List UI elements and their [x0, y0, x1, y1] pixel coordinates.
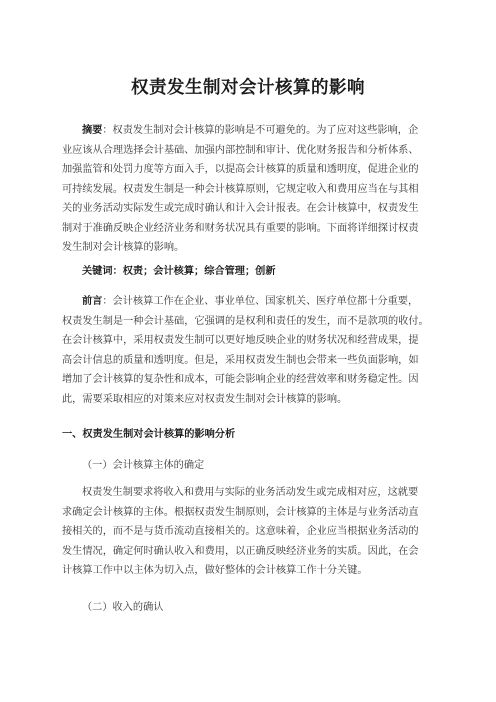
section-line: 计核算工作中以主体为切入点，做好整体的会计核算工作十分关键。	[62, 565, 368, 576]
preface-line: 增加了会计核算的复杂性和成本，可能会影响企业的经营效率和财务稳定性。因	[62, 374, 419, 385]
abstract-line: 关的业务活动实际发生或完成时确认和计入会计报表。在会计核算中，权责发生	[62, 203, 419, 214]
preface-line: 此，需要采取相应的对策来应对权责发生制对会计核算的影响。	[62, 393, 348, 405]
section-line: 求确定会计核算的主体。根据权责发生制原则，会计核算的主体是与业务活动直	[62, 506, 419, 518]
abstract-line: 制对于准确反映企业经济业务和财务状况具有重要的影响。下面将详细探讨权责	[62, 222, 419, 234]
abstract-label: 摘要	[82, 125, 103, 136]
keywords: 关键词：权责；会计核算；综合管理；创新	[82, 266, 276, 277]
abstract-line: 摘要：权责发生制对会计核算的影响是不可避免的。为了应对这些影响，企	[82, 125, 419, 136]
preface-line: 在会计核算中，采用权责发生制可以更好地反映企业的财务状况和经营成果，提	[62, 335, 419, 346]
keywords-paragraph	[62, 262, 434, 282]
section-paragraph	[62, 483, 434, 581]
section-line: 接相关的，而不是与货币流动直接相关的。这意味着，企业应当根据业务活动的	[62, 526, 419, 537]
abstract-line: 发生制对会计核算的影响。	[62, 242, 185, 253]
abstract-line: 业应该从合理选择会计基础、加强内部控制和审计、优化财务报告和分析体系、	[62, 144, 419, 156]
preface-paragraph	[62, 292, 434, 409]
preface-line: 高会计信息的质量和透明度。但是，采用权责发生制也会带来一些负面影响，如	[62, 354, 419, 366]
abstract-line: 加强监管和处罚力度等方面入手，以提高会计核算的质量和透明度，促进企业的	[62, 164, 419, 175]
preface-label: 前言	[82, 296, 103, 307]
subsection-heading: （一）会计核算主体的确定	[82, 460, 205, 471]
abstract-paragraph	[62, 121, 434, 258]
preface-line: 权责发生制是一种会计基础，它强调的是权利和责任的发生，而不是款项的收付。	[62, 315, 429, 327]
section-line: 发生情况，确定何时确认收入和费用，以正确反映经济业务的实质。因此，在会	[62, 545, 419, 557]
subsection-heading: （二）收入的确认	[82, 602, 164, 613]
section-heading: 一、权责发生制对会计核算的影响分析	[62, 429, 236, 440]
preface-line: 前言：会计核算工作在企业、事业单位、国家机关、医疗单位都十分重要，	[82, 296, 419, 307]
abstract-line: 可持续发展。权责发生制是一种会计核算原则，它规定收入和费用应当在与其相	[62, 183, 419, 195]
section-line: 权责发生制要求将收入和费用与实际的业务活动发生或完成相对应，这就要	[82, 487, 419, 498]
document-title: 权责发生制对会计核算的影响	[131, 78, 365, 98]
